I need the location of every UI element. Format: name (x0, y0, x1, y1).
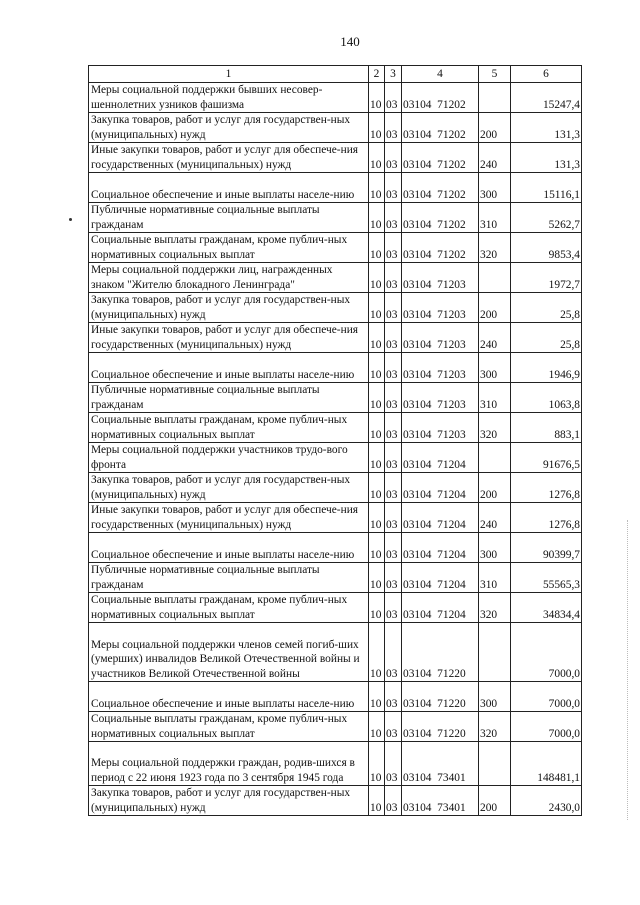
target-article-code: 03104 71220 (402, 712, 479, 742)
table-row (89, 533, 582, 563)
row-description: Социальное обеспечение и иные выплаты населе-нию (89, 533, 369, 563)
expense-type-code: 240 (479, 323, 511, 353)
expense-type-code: 310 (479, 203, 511, 233)
table-header-row (89, 66, 582, 83)
row-description: Социальные выплаты гражданам, кроме публич-ных нормативных социальных выплат (89, 712, 369, 742)
subsection-code: 03 (385, 233, 402, 263)
row-description: Иные закупки товаров, работ и услуг для обеспече-ния государственных (муниципальных) нужд (89, 503, 369, 533)
subsection-code: 03 (385, 413, 402, 443)
row-description: Меры социальной поддержки бывших несовер-шеннолетних узников фашизма (89, 83, 369, 113)
target-article-code: 03104 71202 (402, 83, 479, 113)
subsection-code: 03 (385, 203, 402, 233)
row-description: Публичные нормативные социальные выплаты гражданам (89, 383, 369, 413)
table-row (89, 563, 582, 593)
row-description: Публичные нормативные социальные выплаты гражданам (89, 203, 369, 233)
subsection-code: 03 (385, 83, 402, 113)
row-description: Иные закупки товаров, работ и услуг для обеспече-ния государственных (муниципальных) нужд (89, 323, 369, 353)
target-article-code: 03104 71204 (402, 533, 479, 563)
subsection-code: 03 (385, 443, 402, 473)
subsection-code: 03 (385, 786, 402, 816)
budget-table (88, 65, 582, 816)
table-row (89, 143, 582, 173)
subsection-code: 03 (385, 712, 402, 742)
amount: 90399,7 (511, 533, 582, 563)
target-article-code: 03104 71203 (402, 323, 479, 353)
row-description: Социальные выплаты гражданам, кроме публич-ных нормативных социальных выплат (89, 233, 369, 263)
table-body (89, 83, 582, 816)
section-code: 10 (369, 143, 385, 173)
expense-type-code: 240 (479, 503, 511, 533)
row-description: Меры социальной поддержки граждан, родив-шихся в период с 22 июня 1923 года по 3 сентября 1945 года (89, 742, 369, 786)
row-description: Закупка товаров, работ и услуг для государствен-ных (муниципальных) нужд (89, 293, 369, 323)
amount: 148481,1 (511, 742, 582, 786)
subsection-code: 03 (385, 623, 402, 682)
section-code: 10 (369, 473, 385, 503)
section-code: 10 (369, 682, 385, 712)
amount: 25,8 (511, 323, 582, 353)
target-article-code: 03104 71204 (402, 443, 479, 473)
amount: 15116,1 (511, 173, 582, 203)
header-col-6: 6 (511, 66, 582, 83)
scan-speck (69, 218, 72, 221)
target-article-code: 03104 73401 (402, 742, 479, 786)
section-code: 10 (369, 533, 385, 563)
row-description: Социальное обеспечение и иные выплаты населе-нию (89, 353, 369, 383)
amount: 7000,0 (511, 623, 582, 682)
amount: 25,8 (511, 293, 582, 323)
header-col-2: 2 (369, 66, 385, 83)
target-article-code: 03104 71204 (402, 473, 479, 503)
row-description: Меры социальной поддержки лиц, награжденных знаком "Жителю блокадного Ленинграда" (89, 263, 369, 293)
section-code: 10 (369, 712, 385, 742)
subsection-code: 03 (385, 173, 402, 203)
table-row (89, 786, 582, 816)
section-code: 10 (369, 323, 385, 353)
section-code: 10 (369, 203, 385, 233)
section-code: 10 (369, 293, 385, 323)
expense-type-code: 300 (479, 533, 511, 563)
table-row (89, 742, 582, 786)
subsection-code: 03 (385, 353, 402, 383)
amount: 91676,5 (511, 443, 582, 473)
table-row (89, 712, 582, 742)
page-number: 140 (340, 34, 360, 49)
section-code: 10 (369, 413, 385, 443)
target-article-code: 03104 71203 (402, 293, 479, 323)
table-row (89, 113, 582, 143)
section-code: 10 (369, 83, 385, 113)
subsection-code: 03 (385, 682, 402, 712)
amount: 131,3 (511, 113, 582, 143)
subsection-code: 03 (385, 473, 402, 503)
row-description: Публичные нормативные социальные выплаты гражданам (89, 563, 369, 593)
target-article-code: 03104 71202 (402, 233, 479, 263)
subsection-code: 03 (385, 383, 402, 413)
amount: 9853,4 (511, 233, 582, 263)
table-row (89, 383, 582, 413)
row-description: Социальные выплаты гражданам, кроме публич-ных нормативных социальных выплат (89, 593, 369, 623)
row-description: Иные закупки товаров, работ и услуг для обеспече-ния государственных (муниципальных) нужд (89, 143, 369, 173)
row-description: Закупка товаров, работ и услуг для государствен-ных (муниципальных) нужд (89, 473, 369, 503)
amount: 1063,8 (511, 383, 582, 413)
subsection-code: 03 (385, 533, 402, 563)
table-row (89, 623, 582, 682)
expense-type-code: 320 (479, 413, 511, 443)
table-row (89, 203, 582, 233)
row-description: Закупка товаров, работ и услуг для государствен-ных (муниципальных) нужд (89, 786, 369, 816)
target-article-code: 03104 71202 (402, 173, 479, 203)
expense-type-code (479, 443, 511, 473)
amount: 131,3 (511, 143, 582, 173)
row-description: Закупка товаров, работ и услуг для государствен-ных (муниципальных) нужд (89, 113, 369, 143)
table-row (89, 263, 582, 293)
amount: 34834,4 (511, 593, 582, 623)
amount: 1276,8 (511, 503, 582, 533)
subsection-code: 03 (385, 143, 402, 173)
target-article-code: 03104 71220 (402, 623, 479, 682)
table-row (89, 323, 582, 353)
amount: 883,1 (511, 413, 582, 443)
expense-type-code: 310 (479, 563, 511, 593)
scan-edge-marks (627, 520, 630, 820)
expense-type-code (479, 263, 511, 293)
table-row (89, 413, 582, 443)
amount: 7000,0 (511, 712, 582, 742)
target-article-code: 03104 71204 (402, 503, 479, 533)
section-code: 10 (369, 233, 385, 263)
section-code: 10 (369, 263, 385, 293)
subsection-code: 03 (385, 503, 402, 533)
table-row (89, 503, 582, 533)
expense-type-code: 200 (479, 293, 511, 323)
subsection-code: 03 (385, 263, 402, 293)
expense-type-code: 310 (479, 383, 511, 413)
section-code: 10 (369, 353, 385, 383)
amount: 55565,3 (511, 563, 582, 593)
expense-type-code: 320 (479, 233, 511, 263)
amount: 1946,9 (511, 353, 582, 383)
table-row (89, 443, 582, 473)
section-code: 10 (369, 503, 385, 533)
section-code: 10 (369, 593, 385, 623)
target-article-code: 03104 71203 (402, 353, 479, 383)
expense-type-code: 320 (479, 593, 511, 623)
expense-type-code: 300 (479, 682, 511, 712)
target-article-code: 03104 71202 (402, 113, 479, 143)
target-article-code: 03104 71202 (402, 143, 479, 173)
row-description: Социальное обеспечение и иные выплаты населе-нию (89, 173, 369, 203)
section-code: 10 (369, 383, 385, 413)
subsection-code: 03 (385, 323, 402, 353)
target-article-code: 03104 71203 (402, 413, 479, 443)
expense-type-code: 320 (479, 712, 511, 742)
header-col-1: 1 (89, 66, 369, 83)
section-code: 10 (369, 623, 385, 682)
subsection-code: 03 (385, 113, 402, 143)
section-code: 10 (369, 443, 385, 473)
amount: 1276,8 (511, 473, 582, 503)
section-code: 10 (369, 786, 385, 816)
subsection-code: 03 (385, 293, 402, 323)
row-description: Социальное обеспечение и иные выплаты населе-нию (89, 682, 369, 712)
section-code: 10 (369, 173, 385, 203)
amount: 7000,0 (511, 682, 582, 712)
target-article-code: 03104 71204 (402, 563, 479, 593)
amount: 15247,4 (511, 83, 582, 113)
expense-type-code: 240 (479, 143, 511, 173)
expense-type-code (479, 623, 511, 682)
amount: 1972,7 (511, 263, 582, 293)
table-row (89, 293, 582, 323)
row-description: Меры социальной поддержки участников трудо-вого фронта (89, 443, 369, 473)
table-row (89, 682, 582, 712)
target-article-code: 03104 71203 (402, 383, 479, 413)
amount: 5262,7 (511, 203, 582, 233)
header-col-5: 5 (479, 66, 511, 83)
section-code: 10 (369, 742, 385, 786)
target-article-code: 03104 71220 (402, 682, 479, 712)
table-row (89, 173, 582, 203)
header-col-3: 3 (385, 66, 402, 83)
section-code: 10 (369, 563, 385, 593)
target-article-code: 03104 71204 (402, 593, 479, 623)
header-col-4: 4 (402, 66, 479, 83)
expense-type-code: 200 (479, 473, 511, 503)
expense-type-code: 200 (479, 113, 511, 143)
table-row (89, 83, 582, 113)
amount: 2430,0 (511, 786, 582, 816)
target-article-code: 03104 73401 (402, 786, 479, 816)
subsection-code: 03 (385, 563, 402, 593)
subsection-code: 03 (385, 742, 402, 786)
target-article-code: 03104 71203 (402, 263, 479, 293)
expense-type-code: 200 (479, 786, 511, 816)
table-row (89, 473, 582, 503)
section-code: 10 (369, 113, 385, 143)
expense-type-code (479, 742, 511, 786)
row-description: Социальные выплаты гражданам, кроме публич-ных нормативных социальных выплат (89, 413, 369, 443)
table-row (89, 233, 582, 263)
row-description: Меры социальной поддержки членов семей погиб-ших (умерших) инвалидов Великой Отечественной войны и участников Великой Отечественной войны (89, 623, 369, 682)
expense-type-code: 300 (479, 353, 511, 383)
subsection-code: 03 (385, 593, 402, 623)
table-row (89, 353, 582, 383)
target-article-code: 03104 71202 (402, 203, 479, 233)
expense-type-code (479, 83, 511, 113)
expense-type-code: 300 (479, 173, 511, 203)
table-row (89, 593, 582, 623)
